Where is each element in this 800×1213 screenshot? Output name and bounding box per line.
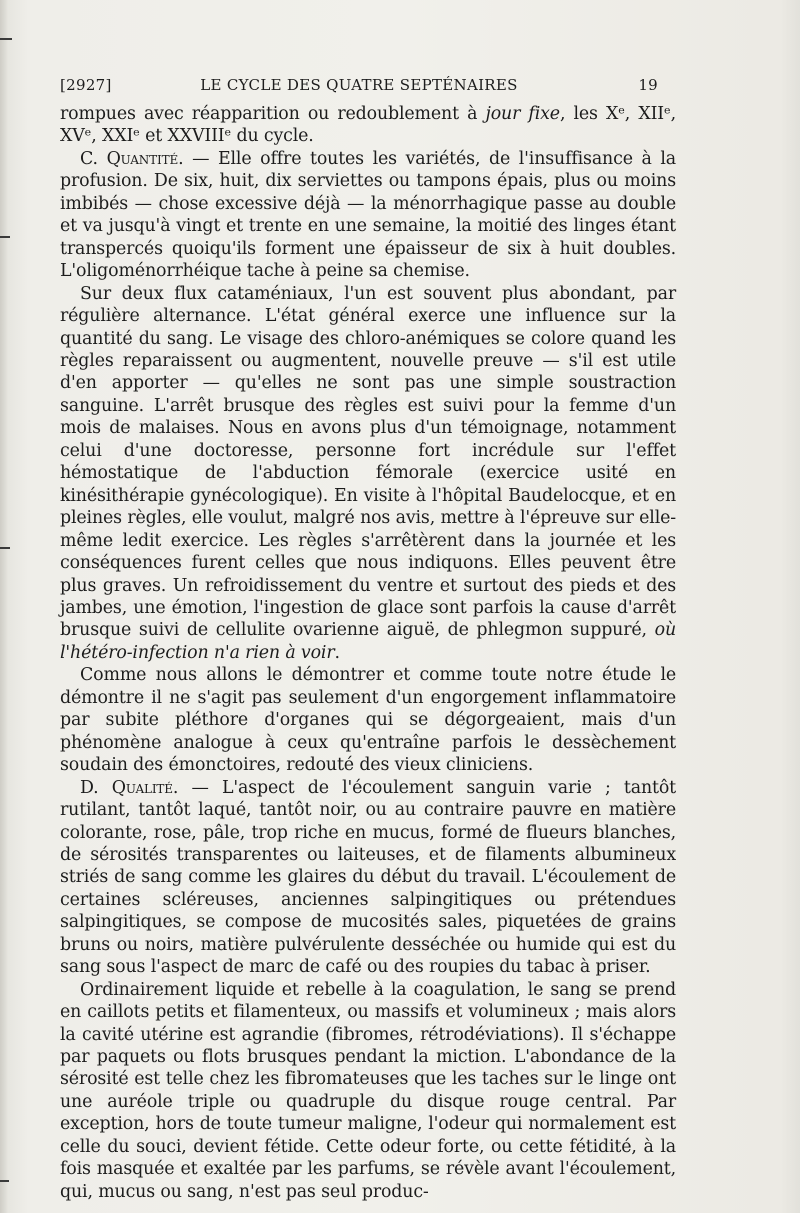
paragraph-qualite: D. Qualité. — L'aspect de l'écoulement sanguin varie ; tantôt rutilant, tantôt laqué, tantôt noir, ou au contraire pauvre en matière colorante, rose, pâle, trop riche en mucus, formé de flueurs blanches, de sérosités transparentes ou laiteuses, et de filaments albumineux striés de sang comme les glaires du début du travail. L'écoulement de certaines scléreuses, anciennes salpingitiques ou prétendues salpingitiques, se compose de mucosités sales, piquetées de grains bruns ou noirs, matière pulvérulente desséchée ou humide qui est du sang sous l'aspect de marc de café ou des roupies du tabac à priser. xyxy=(60,777,676,978)
section-heading-quantite: Quantité xyxy=(106,148,179,169)
page-edge-shadow xyxy=(0,0,8,1213)
margin-mark xyxy=(0,236,10,238)
paragraph: Sur deux flux cataméniaux, l'un est souvent plus abondant, par régulière alternance. L'état général exerce une influence sur la quantité du sang. Le visage des chloro-anémiques se colore quand les règles reparaissent ou augmentent, nouvelle preuve — s'il est utile d'en apporter — qu'elles ne sont pas une simple soustraction sanguine. L'arrêt brusque des règles est suivi pour la femme d'un mois de malaises. Nous en avons plus d'un témoignage, notamment celui d'une doctoresse, personne fort incrédule sur l'effet hémostatique de l'abduction fémorale (exercice usité en kinésithérapie gynécologique). En visite à l'hôpital Baudelocque, et en pleines règles, elle voulut, malgré nos avis, mettre à l'épreuve sur elle-même ledit exercice. Les règles s'arrêtèrent dans la journée et les conséquences furent celles que nous indiquons. Elles peuvent être plus graves. Un refroidissement du ventre et surtout des pieds et des jambes, une émotion, l'ingestion de glace sont parfois la cause d'arrêt brusque suivi de cellulite ovarienne aiguë, de phlegmon suppuré, où l'hétéro-infection n'a rien à voir. xyxy=(60,283,676,663)
header-reference-number: [2927] xyxy=(60,76,112,94)
margin-mark xyxy=(0,1180,9,1182)
paragraph-quantite: C. Quantité. — Elle offre toutes les variétés, de l'insuffisance à la profusion. De six, huit, dix serviettes ou tampons épais, plus ou moins imbibés — chose excessive déjà — la ménorrhagique passe au double et va jusqu'à vingt et trente en une semaine, la moitié des linges étant transpercés quoiqu'ils forment une épaisseur de six à huit doubles. L'oligoménorrhéique tache à peine sa chemise. xyxy=(60,148,676,282)
paragraph: Ordinairement liquide et rebelle à la coagulation, le sang se prend en caillots petits et filamenteux, ou massifs et volumineux ; mais alors la cavité utérine est agrandie (fibromes, rétrodéviations). Il s'échappe par paquets ou flots brusques pendant la miction. L'abondance de la sérosité est telle chez les fibromateuses que les taches sur le linge ont une auréole triple ou quadruple du disque rouge central. Par exception, hors de toute tumeur maligne, l'odeur qui normalement est celle du souci, devient fétide. Cette odeur forte, ou cette fétidité, à la fois masquée et exaltée par les parfums, se révèle avant l'écoulement, qui, mucus ou sang, n'est pas seul produc- xyxy=(60,979,676,1202)
body-text xyxy=(60,103,676,1203)
header-title: LE CYCLE DES QUATRE SEPTÉNAIRES xyxy=(200,76,518,94)
paragraph: rompues avec réapparition ou redoublement à jour fixe, les Xᵉ, XIIᵉ, XVᵉ, XXIᵉ et XXVIIIᵉ du cycle. xyxy=(60,104,676,147)
running-header xyxy=(60,76,658,98)
margin-mark xyxy=(0,38,12,40)
page-number: 19 xyxy=(638,76,658,94)
paragraph: Comme nous allons le démontrer et comme toute notre étude le démontre il ne s'agit pas seulement d'un engorgement inflammatoire par subite pléthore d'organes qui se dégorgeaient, mais d'un phénomène analogue à ceux qu'entraîne parfois le dessèchement soudain des émonctoires, redouté des vieux cliniciens. xyxy=(60,665,676,776)
margin-mark xyxy=(0,547,10,549)
section-heading-qualite: Qualité xyxy=(111,777,173,798)
